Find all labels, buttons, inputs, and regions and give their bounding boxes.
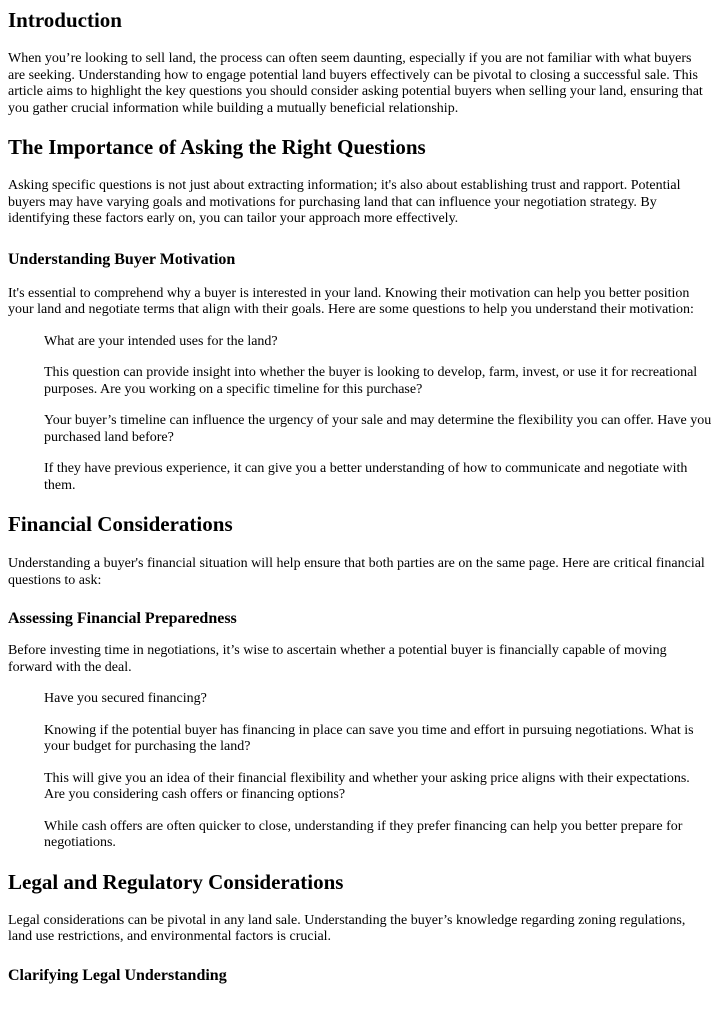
preparedness-item: Knowing if the potential buyer has financing in place can save you time and effort in pursuing negotiations. What is your budget for purchasing the land? bbox=[44, 722, 694, 754]
legal-paragraph: Legal considerations can be pivotal in any land sale. Understanding the buyer’s knowledge regarding zoning regulations, land use restrictions, and environmental factors is crucial. bbox=[8, 912, 686, 944]
motivation-item: This question can provide insight into whether the buyer is looking to develop, farm, invest, or use it for recreational purposes. Are you working on a specific timeline for this purchase? bbox=[44, 365, 698, 397]
importance-paragraph: Asking specific questions is not just about extracting information; it's also about establishing trust and rapport. Potential buyers may have varying goals and motivations for purchasing land that can influence your negotiation strategy. By identifying these factors early on, you can tailor your approach more effectively. bbox=[8, 178, 681, 226]
motivation-item: Your buyer’s timeline can influence the urgency of your sale and may determine the flexibility you can offer. Have you purchased land before? bbox=[44, 413, 712, 445]
importance-heading: The Importance of Asking the Right Questions bbox=[8, 135, 426, 159]
preparedness-item: While cash offers are often quicker to close, understanding if they prefer financing can help you better prepare for negotiations. bbox=[44, 818, 683, 850]
motivation-item: If they have previous experience, it can give you a better understanding of how to communicate and negotiate with them. bbox=[44, 461, 688, 493]
motivation-item: What are your intended uses for the land? bbox=[44, 333, 278, 349]
preparedness-item: Have you secured financing? bbox=[44, 691, 207, 706]
intro-heading: Introduction bbox=[8, 8, 122, 32]
financial-paragraph: Understanding a buyer's financial situation will help ensure that both parties are on the same page. Here are critical financial questions to ask: bbox=[8, 556, 705, 588]
preparedness-item: This will give you an idea of their financial flexibility and whether your asking price aligns with their expectations. Are you considering cash offers or financing options? bbox=[44, 770, 690, 802]
article bbox=[0, 6, 720, 986]
motivation-heading: Understanding Buyer Motivation bbox=[8, 250, 236, 268]
legal-heading: Legal and Regulatory Considerations bbox=[8, 869, 344, 894]
financial-heading: Financial Considerations bbox=[8, 512, 233, 536]
motivation-paragraph: It's essential to comprehend why a buyer is interested in your land. Knowing their motivation can help you better position your land and negotiate terms that align with their goals. Here are some questions to help you understand their motivation: bbox=[8, 285, 694, 317]
preparedness-paragraph: Before investing time in negotiations, it’s wise to ascertain whether a potential buyer is financially capable of moving forward with the deal. bbox=[8, 643, 667, 675]
intro-paragraph: When you’re looking to sell land, the process can often seem daunting, especially if you are not familiar with what buyers are seeking. Understanding how to engage potential land buyers effectively can be pivotal to closing a successful sale. This article aims to highlight the key questions you should consider asking potential buyers when selling your land, ensuring that you gather crucial information while building a mutually beneficial relationship. bbox=[8, 51, 703, 116]
clarifying-heading: Clarifying Legal Understanding bbox=[8, 966, 227, 984]
preparedness-heading: Assessing Financial Preparedness bbox=[8, 610, 237, 627]
